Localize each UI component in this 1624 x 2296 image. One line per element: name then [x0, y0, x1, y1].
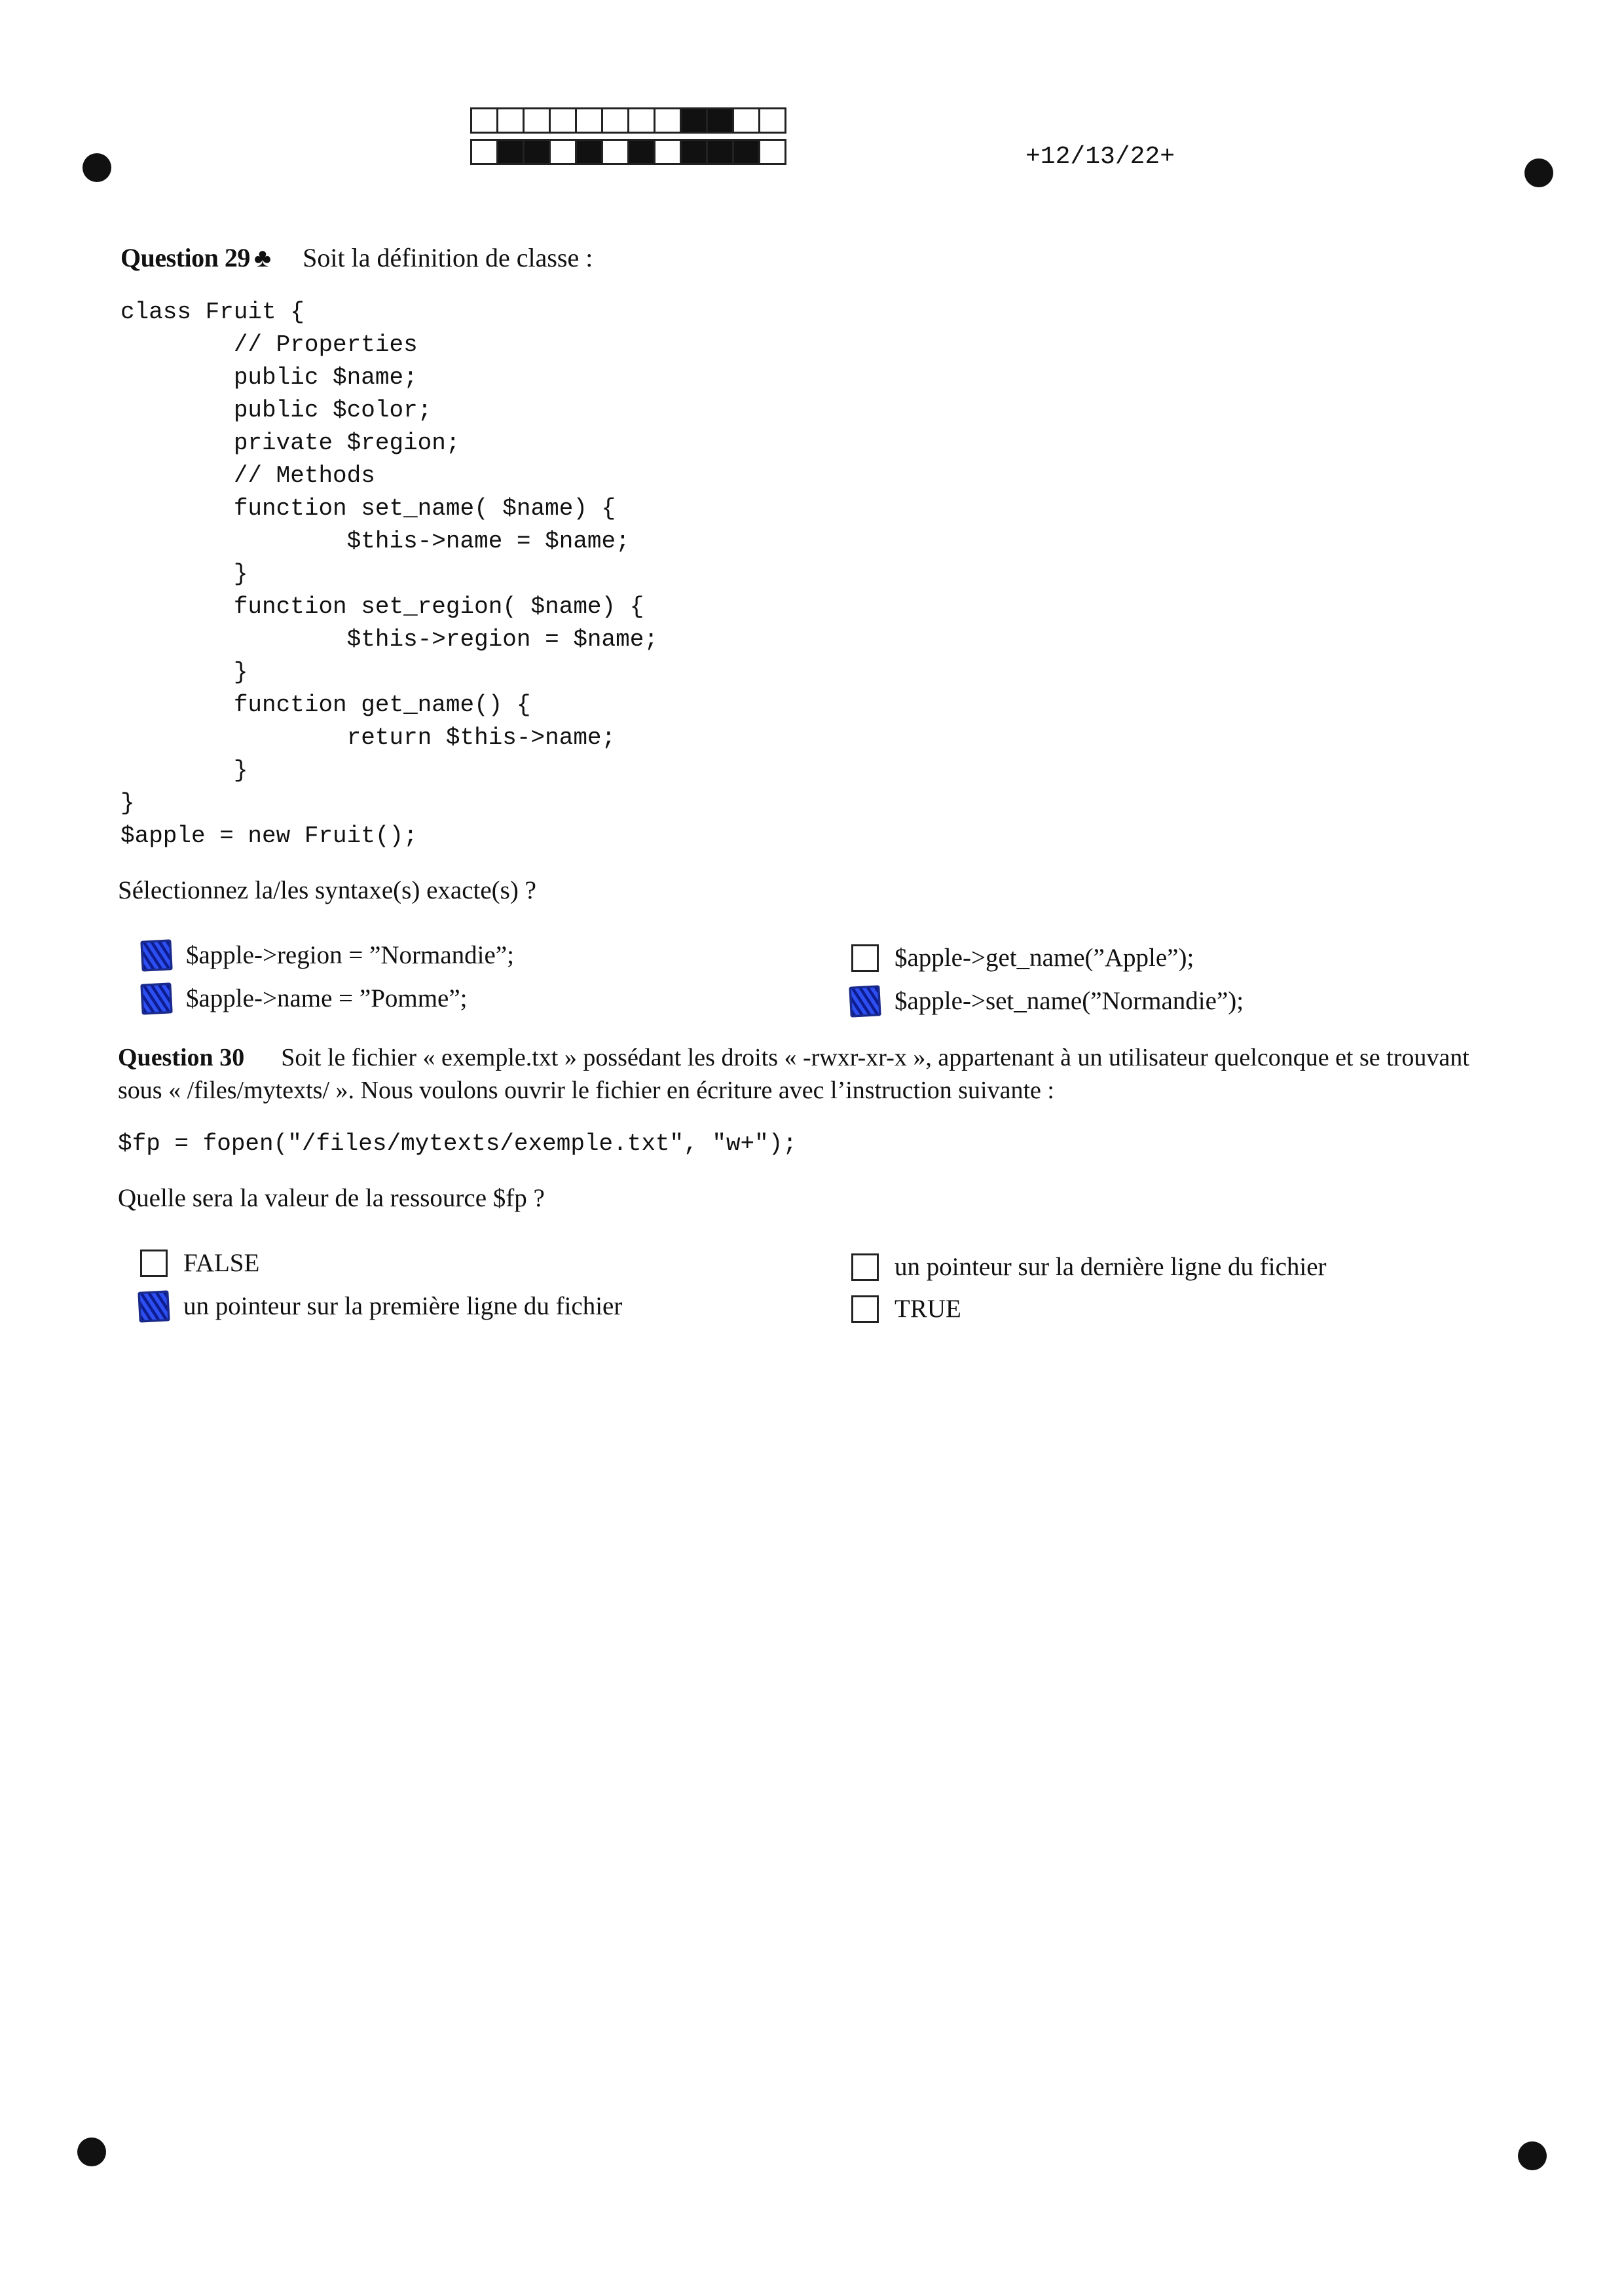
- q29-option-1-label: $apple->region = ”Normandie”;: [186, 941, 514, 969]
- question-29-label: Question 29: [120, 243, 250, 272]
- q29-option-1-checkbox[interactable]: [140, 939, 172, 971]
- question-29-code: class Fruit { // Properties public $name; public $color; private $region; // Methods function set_name( $name) { $this->name = $name; } function set_region( $name) { $this->region = $name; } function get_name() { return $this->name; } } $apple = new Fruit();: [120, 299, 658, 849]
- barcode-cell: [708, 109, 734, 132]
- barcode-cell: [629, 141, 655, 163]
- barcode-cell: [472, 109, 498, 132]
- barcode-cell: [472, 141, 498, 163]
- q30-option-2-checkbox[interactable]: [138, 1290, 170, 1322]
- question-29-header: [120, 242, 593, 273]
- q30-option-3-checkbox[interactable]: [851, 1253, 879, 1281]
- barcode-cell: [577, 141, 603, 163]
- barcode-cell: [603, 109, 629, 132]
- barcode-cell: [525, 141, 551, 163]
- barcode-cell: [655, 141, 682, 163]
- barcode-cell: [708, 141, 734, 163]
- barcode-cell: [551, 109, 577, 132]
- barcode-cell: [498, 109, 525, 132]
- registration-mark-top-left: [83, 153, 111, 182]
- q30-option-3-label: un pointeur sur la dernière ligne du fichier: [895, 1253, 1327, 1281]
- question-30-label: Question 30: [118, 1044, 245, 1071]
- barcode-cell: [551, 141, 577, 163]
- barcode-cell: [603, 141, 629, 163]
- q29-option-2-label: $apple->name = ”Pomme”;: [186, 984, 468, 1012]
- q29-option-3-checkbox[interactable]: [851, 944, 879, 972]
- barcode-cell: [682, 109, 708, 132]
- barcode-cell: [682, 141, 708, 163]
- q30-option-4[interactable]: [851, 1294, 961, 1324]
- barcode-cell: [525, 109, 551, 132]
- q30-option-1-label: FALSE: [183, 1249, 260, 1277]
- q29-option-3[interactable]: [851, 943, 1194, 972]
- question-30-prompt: Quelle sera la valeur de la ressource $fp ?: [118, 1184, 545, 1212]
- barcode-cell: [760, 141, 784, 163]
- barcode-cell: [760, 109, 784, 132]
- barcode-row-top: [470, 107, 786, 134]
- question-30-code: $fp = fopen("/files/mytexts/exemple.txt", "w+");: [118, 1130, 797, 1157]
- q30-option-2-label: un pointeur sur la première ligne du fichier: [183, 1292, 623, 1320]
- q29-option-4-checkbox[interactable]: [849, 985, 881, 1017]
- barcode-row-bottom: [470, 139, 786, 165]
- q30-option-4-label: TRUE: [895, 1295, 961, 1323]
- barcode-cell: [577, 109, 603, 132]
- q29-option-3-label: $apple->get_name(”Apple”);: [895, 944, 1194, 972]
- q30-option-2[interactable]: [140, 1291, 622, 1321]
- barcode-cell: [734, 141, 760, 163]
- q29-option-1[interactable]: [143, 940, 514, 970]
- q29-option-4[interactable]: [851, 986, 1244, 1016]
- registration-mark-bottom-right: [1518, 2141, 1547, 2170]
- q30-option-1-checkbox[interactable]: [140, 1250, 168, 1277]
- q29-option-2-checkbox[interactable]: [140, 982, 172, 1014]
- question-29-intro: Soit la définition de classe :: [303, 243, 593, 272]
- question-30-header: [118, 1041, 1519, 1107]
- barcode-cell: [734, 109, 760, 132]
- club-icon: ♣: [253, 243, 272, 272]
- registration-mark-top-right: [1524, 158, 1553, 187]
- q30-option-1[interactable]: [140, 1248, 259, 1278]
- q30-option-4-checkbox[interactable]: [851, 1295, 879, 1323]
- question-29-prompt: Sélectionnez la/les syntaxe(s) exacte(s) ?: [118, 876, 536, 904]
- question-30-text: Soit le fichier « exemple.txt » possédant les droits « -rwxr-xr-x », appartenant à un utilisateur quelconque et se trouvant sous « /files/mytexts/ ». Nous voulons ouvrir le fichier en écriture avec l’instruction suivante :: [118, 1044, 1469, 1104]
- q29-option-2[interactable]: [143, 984, 468, 1013]
- barcode-cell: [629, 109, 655, 132]
- barcode-cell: [655, 109, 682, 132]
- q29-option-4-label: $apple->set_name(”Normandie”);: [895, 987, 1244, 1015]
- q30-option-3[interactable]: [851, 1252, 1327, 1282]
- registration-mark-bottom-left: [77, 2138, 106, 2166]
- barcode-cell: [498, 141, 525, 163]
- page-identifier: +12/13/22+: [1025, 143, 1175, 171]
